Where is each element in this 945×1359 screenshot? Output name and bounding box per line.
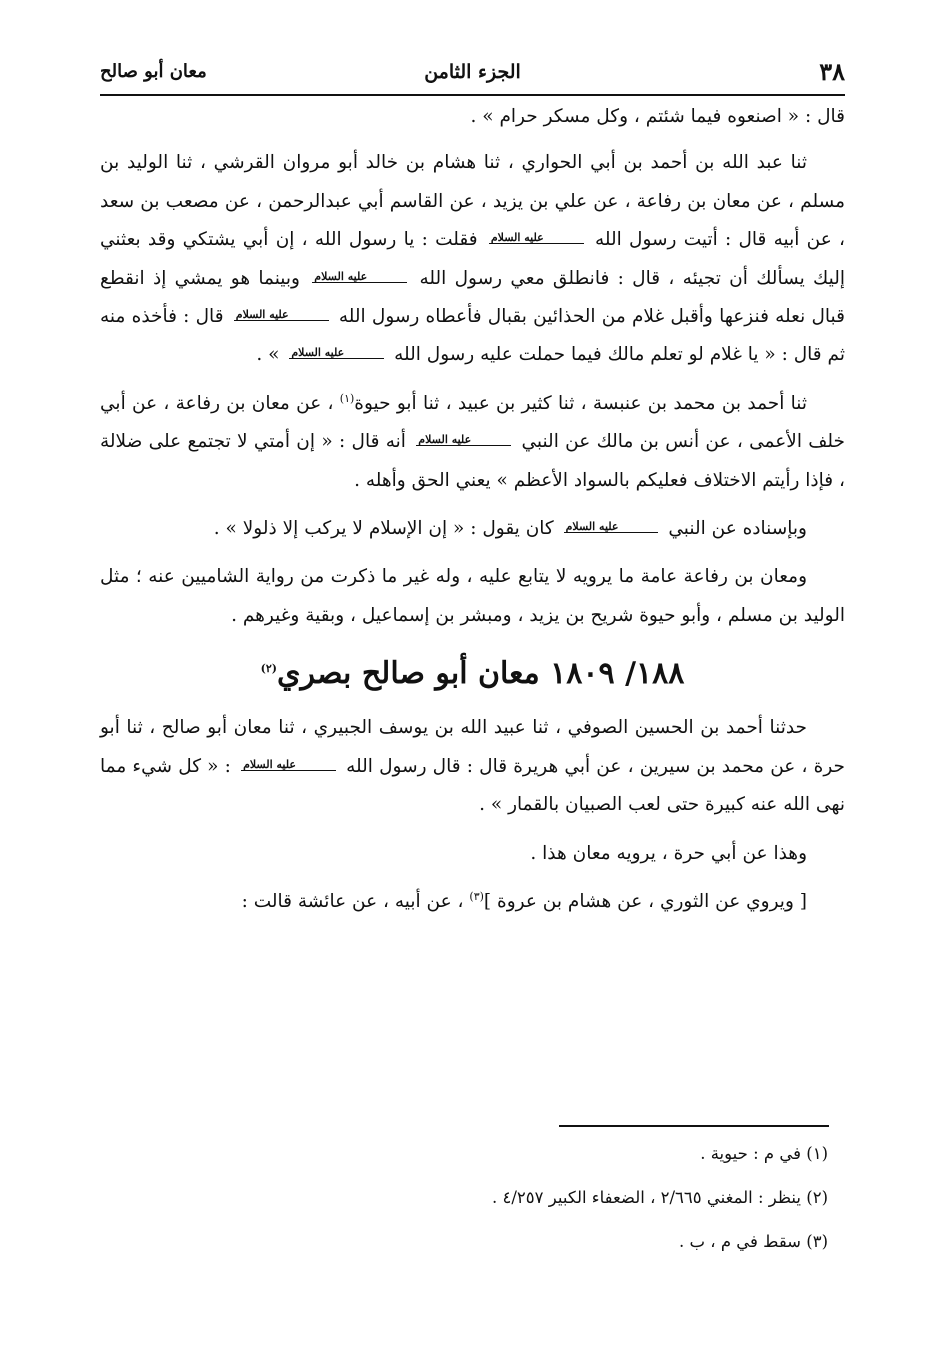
- salutation-glyph: عليه السلام: [564, 521, 659, 533]
- footnotes: [100, 1143, 828, 1275]
- salutation-glyph: عليه السلام: [312, 271, 407, 283]
- running-title: الجزء الثامن: [424, 61, 521, 83]
- paragraph: [ ويروي عن الثوري ، عن هشام بن عروة ]$^{(٣)}$ ، عن أبيه ، عن عائشة قالت :: [241, 889, 807, 912]
- footnote-separator: [559, 1125, 829, 1127]
- footnote: (٣) سقط في م ، ب .: [678, 1232, 828, 1251]
- footnote-ref: (٢): [260, 662, 277, 676]
- page-number: ٣٨: [819, 57, 845, 86]
- paragraph: وبإسناده عن النبي عليه السلام كان يقول : « إن الإسلام لا يركب إلا ذلولا » .: [213, 518, 807, 540]
- paragraph: قال : « اصنعوه فيما شئتم ، وكل مسكر حرام » .: [470, 106, 845, 127]
- header-rule: [100, 94, 845, 96]
- footnote-ref: (٣): [469, 889, 484, 903]
- footnote: (٢) ينظر : المغني ٢/٦٦٥ ، الضعفاء الكبير ٤/٢٥٧ .: [492, 1188, 828, 1207]
- paragraph: ومعان بن رفاعة عامة ما يرويه لا يتابع عليه ، وله غير ما ذكرت من رواية الشاميين عنه ؛ مثل الوليد بن مسلم ، وأبو حيوة شريح بن يزيد ، ومبشر بن إسماعيل ، وبقية وغيرهم .: [100, 566, 845, 626]
- salutation-glyph: عليه السلام: [416, 434, 511, 446]
- salutation-glyph: عليه السلام: [289, 347, 384, 359]
- salutation-glyph: عليه السلام: [489, 232, 584, 244]
- paragraph: ثنا عبد الله بن أحمد بن أبي الحواري ، ثنا هشام بن خالد أبو مروان القرشي ، ثنا الوليد بن مسلم ، عن معان بن رفاعة ، عن علي بن يزيد ، عن القاسم أبي عبدالرحمن ، عن مصعب بن سعد ، عن أبيه قال : أتيت رسول الله عليه السلام فقلت : يا رسول الله ، إن أبي يشتكي وقد بعثني إليك يسألك أن تجيئه ، قال : فانطلق معي رسول الله عليه السلام وبينما هو يمشي إذ انقطع قبال نعله فنزعها وأقبل غلام من الحذائين بقبال فأعطاه رسول الله عليه السلام قال : فأخذه منه ثم قال : « يا غلام لو تعلم مالك فيما حملت عليه رسول الله عليه السلام » .: [100, 152, 845, 366]
- entry-heading: ١٨٨/ ١٨٠٩ معان أبو صالح بصري$^{(٢)}$: [260, 656, 685, 692]
- main-text: [100, 98, 845, 931]
- running-entry-name: معان أبو صالح: [100, 61, 207, 82]
- salutation-glyph: عليه السلام: [234, 309, 329, 321]
- footnote: (١) في م : حيوية .: [700, 1144, 828, 1163]
- footnote-ref: (١): [339, 391, 355, 405]
- paragraph: ثنا أحمد بن محمد بن عنبسة ، ثنا كثير بن عبيد ، ثنا أبو حيوة$^{(١)}$ ، عن معان بن رفاعة ، عن أبي خلف الأعمى ، عن أنس بن مالك عن النبي عليه السلام أنه قال : « إن أمتي لا تجتمع على ضلالة ، فإذا رأيتم الاختلاف فعليكم بالسواد الأعظم » يعني الحق وأهله .: [100, 391, 845, 491]
- page-header: [100, 55, 845, 95]
- paragraph: وهذا عن أبي حرة ، يرويه معان هذا .: [530, 842, 807, 864]
- paragraph: حدثنا أحمد بن الحسين الصوفي ، ثنا عبيد الله بن يوسف الجبيري ، ثنا معان أبو صالح ، ثنا أبو حرة ، عن محمد بن سيرين ، عن أبي هريرة قال : قال رسول الله عليه السلام : « كل شيء مما نهى الله عنه كبيرة حتى لعب الصبيان بالقمار » .: [100, 717, 845, 816]
- salutation-glyph: عليه السلام: [241, 759, 336, 771]
